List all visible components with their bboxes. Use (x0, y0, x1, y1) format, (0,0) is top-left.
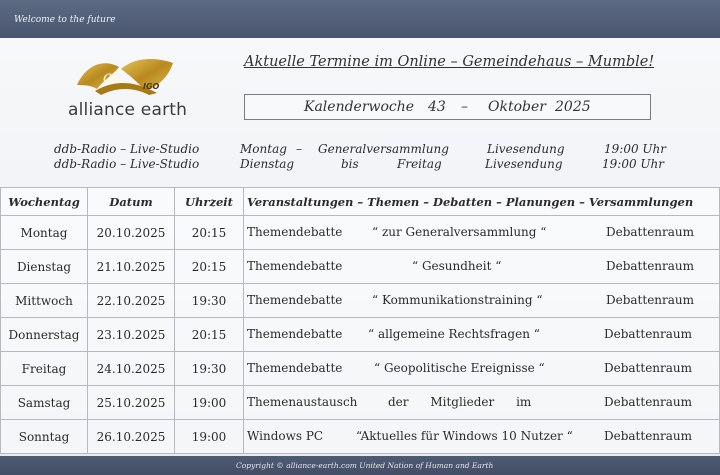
row-date: 20.10.2025 (88, 216, 175, 250)
schedule-table (0, 187, 720, 454)
week-month: Oktober (488, 99, 546, 115)
week-label: Kalenderwoche (304, 99, 415, 115)
row-time: 20:15 (175, 318, 244, 352)
radio-time: 19:00 Uhr (602, 157, 664, 171)
row-time: 19:30 (175, 352, 244, 386)
radio-day: Dienstag (240, 157, 295, 171)
row-event (244, 352, 720, 386)
row-date: 23.10.2025 (88, 318, 175, 352)
radio-sep: bis (341, 157, 359, 171)
row-event-topic: “Aktuelles für Windows 10 Nutzer “ (356, 429, 573, 443)
radio-sep: – (296, 142, 302, 156)
row-date: 22.10.2025 (88, 284, 175, 318)
row-date: 24.10.2025 (88, 352, 175, 386)
radio-what: Generalversammlung (318, 142, 449, 156)
row-time: 19:30 (175, 284, 244, 318)
radio-what: Freitag (397, 157, 442, 171)
row-event-topic: “ zur Generalversammlung “ (372, 225, 547, 239)
table-row[interactable] (1, 352, 720, 386)
row-day: Freitag (1, 352, 88, 386)
row-day: Montag (1, 216, 88, 250)
footer (0, 456, 720, 475)
table-row[interactable] (1, 318, 720, 352)
row-event-type: Themendebatte (247, 361, 343, 375)
header-events (244, 188, 720, 216)
row-event-room[interactable]: Debattenraum (604, 395, 693, 409)
radio-studio: ddb-Radio – Live-Studio (54, 157, 200, 171)
radio-day: Montag (240, 142, 287, 156)
row-event-type: Themendebatte (247, 259, 343, 273)
row-event-topic: “ Kommunikationstraining “ (372, 293, 543, 307)
row-event-room[interactable]: Debattenraum (604, 361, 693, 375)
logo-monogram: ae (103, 67, 123, 86)
row-event-topic: “ Gesundheit “ (412, 259, 502, 273)
row-event-type: Windows PC (247, 429, 324, 443)
week-year: 2025 (555, 99, 591, 115)
header-date: Datum (88, 188, 175, 216)
row-event (244, 216, 720, 250)
row-time: 20:15 (175, 250, 244, 284)
row-event (244, 386, 720, 420)
row-event-type: Themendebatte (247, 293, 343, 307)
row-event-room[interactable]: Debattenraum (604, 429, 693, 443)
row-date: 21.10.2025 (88, 250, 175, 284)
alliance-earth-logo-icon[interactable] (75, 55, 175, 97)
row-event-topic: der Mitglieder im (388, 395, 532, 409)
radio-row (0, 142, 720, 158)
week-dash: – (461, 99, 468, 115)
welcome-text: Welcome to the future (14, 15, 116, 25)
row-day: Donnerstag (1, 318, 88, 352)
table-row[interactable] (1, 386, 720, 420)
radio-type: Livesendung (485, 157, 563, 171)
row-event-room[interactable]: Debattenraum (606, 259, 695, 273)
logo-badge: IGO (143, 82, 160, 91)
table-row[interactable] (1, 420, 720, 454)
header-time: Uhrzeit (175, 188, 244, 216)
page-headline[interactable]: Aktuelle Termine im Online – Gemeindehaus – Mumble! (244, 54, 655, 70)
row-date: 26.10.2025 (88, 420, 175, 454)
table-row[interactable] (1, 216, 720, 250)
row-event-topic: “ Geopolitische Ereignisse “ (374, 361, 545, 375)
row-event-type: Themendebatte (247, 225, 343, 239)
table-row[interactable] (1, 250, 720, 284)
header-events-label: Veranstaltungen – Themen – Debatten – Planungen – Versammlungen (247, 195, 694, 209)
row-day: Samstag (1, 386, 88, 420)
main-content (0, 38, 720, 456)
row-event (244, 284, 720, 318)
radio-studio: ddb-Radio – Live-Studio (54, 142, 200, 156)
row-day: Sonntag (1, 420, 88, 454)
row-time: 19:00 (175, 420, 244, 454)
calendar-week-box (244, 94, 651, 120)
row-event-room[interactable]: Debattenraum (606, 293, 695, 307)
radio-type: Livesendung (487, 142, 565, 156)
table-header-row (1, 188, 720, 216)
row-event (244, 250, 720, 284)
table-row[interactable] (1, 284, 720, 318)
row-date: 25.10.2025 (88, 386, 175, 420)
radio-row (0, 157, 720, 173)
row-event (244, 318, 720, 352)
row-event-type: Themendebatte (247, 327, 343, 341)
row-event (244, 420, 720, 454)
row-event-type: Themenaustausch (247, 395, 358, 409)
row-day: Dienstag (1, 250, 88, 284)
radio-time: 19:00 Uhr (604, 142, 666, 156)
copyright-text: Copyright © alliance-earth.com United Nation of Human and Earth (236, 461, 494, 470)
week-number: 43 (428, 99, 446, 115)
row-day: Mittwoch (1, 284, 88, 318)
row-event-room[interactable]: Debattenraum (606, 225, 695, 239)
row-event-room[interactable]: Debattenraum (604, 327, 693, 341)
row-time: 19:00 (175, 386, 244, 420)
top-bar (0, 0, 720, 38)
header-weekday: Wochentag (1, 188, 88, 216)
logo-name: alliance earth (68, 100, 188, 120)
row-time: 20:15 (175, 216, 244, 250)
row-event-topic: “ allgemeine Rechtsfragen “ (368, 327, 540, 341)
